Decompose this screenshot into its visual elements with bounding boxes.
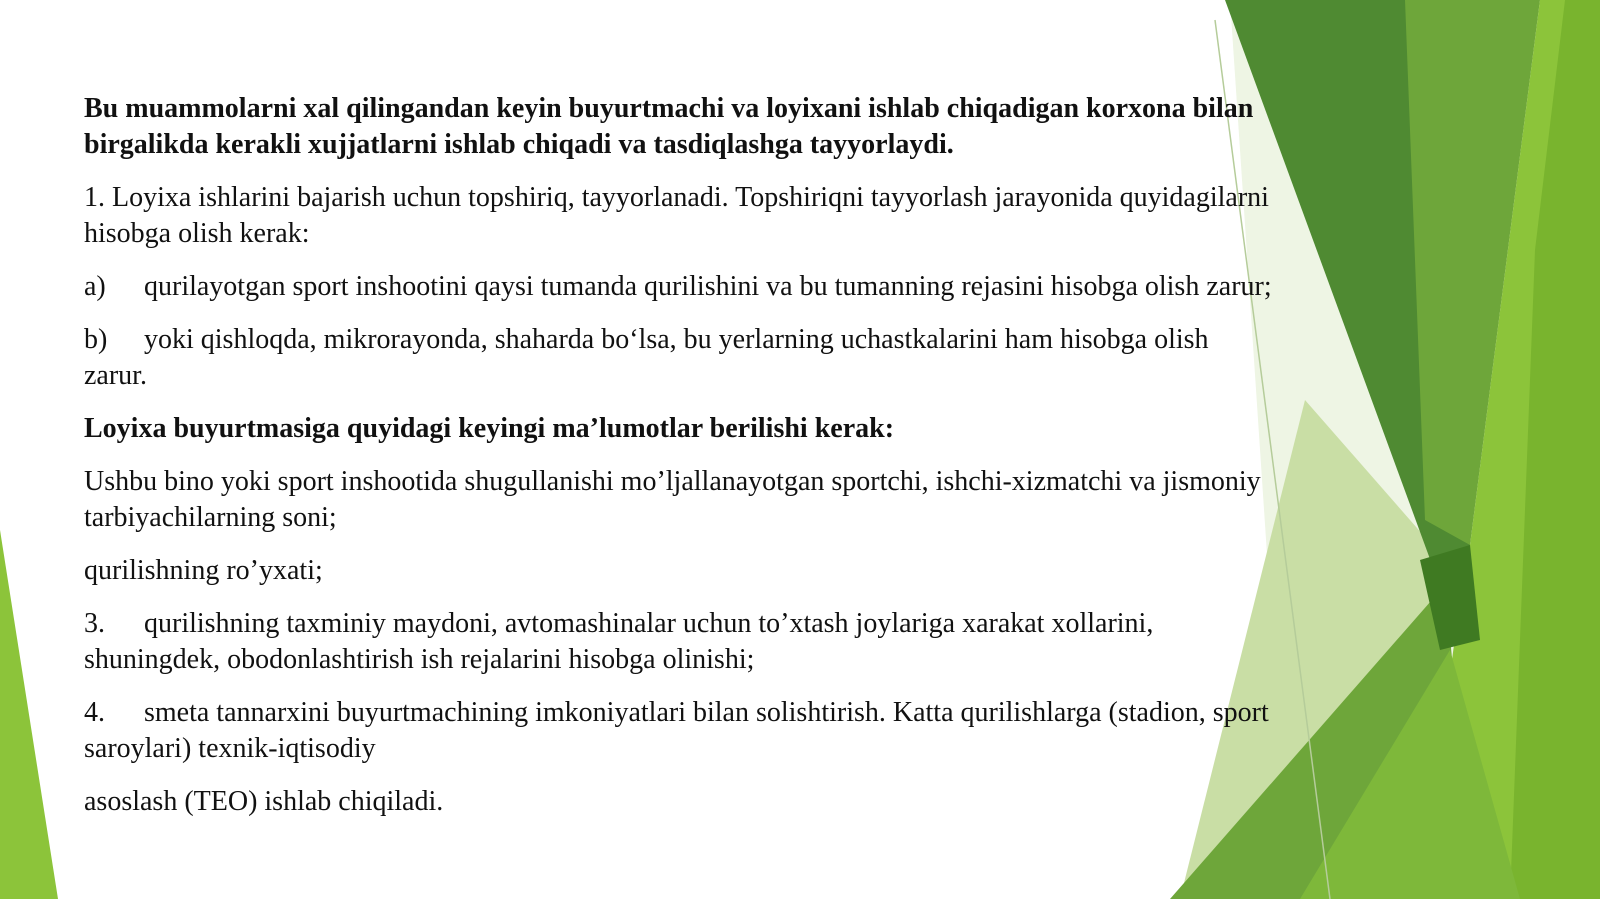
list-marker: a) <box>84 271 106 302</box>
list-marker: 3. <box>84 608 105 639</box>
intro-paragraph: Bu muammolarni xal qilingandan keyin buyurtmachi va loyixani ishlab chiqadigan korxona bilan birgalikda kerakli xujjatlarni ishlab chiqadi va tasdiqlashga tayyorlaydi. <box>84 93 1254 160</box>
slide-text-body <box>84 91 1274 837</box>
list-item-text: smeta tannarxini buyurtmachining imkoniyatlari bilan solishtirish. Katta qurilishlarga (stadion, sport saroylari) texnik-iqtisodiy <box>84 697 1269 764</box>
list-marker: 4. <box>84 697 105 728</box>
list-item-text: qurilishning taxminiy maydoni, avtomashinalar uchun to’xtash joylariga xarakat xollarini, shuningdek, obodonlashtirish ish rejalarini hisobga olinishi; <box>84 608 1154 675</box>
list-item-a <box>84 269 1274 305</box>
athletes-count-paragraph: Ushbu bino yoki sport inshootida shugullanishi mo’ljallanayotgan sportchi, ishchi-xizmatchi va jismoniy tarbiyachilarning soni; <box>84 466 1261 533</box>
construction-list-paragraph: qurilishning ro’yxati; <box>84 555 323 586</box>
teo-paragraph: asoslash (TEO) ishlab chiqiladi. <box>84 786 444 817</box>
left-green-sliver <box>0 530 58 899</box>
list-item-3 <box>84 606 1274 678</box>
task-paragraph: 1. Loyixa ishlarini bajarish uchun topshiriq, tayyorlanadi. Topshiriqni tayyorlash jarayonida quyidagilarni hisobga olish kerak: <box>84 182 1269 249</box>
section-heading: Loyixa buyurtmasiga quyidagi keyingi ma’lumotlar berilishi kerak: <box>84 413 895 444</box>
list-item-b <box>84 322 1274 394</box>
list-marker: b) <box>84 324 108 355</box>
list-item-text: yoki qishloqda, mikrorayonda, shaharda bo‘lsa, bu yerlarning uchastkalarini ham hisobga olish zarur. <box>84 324 1209 391</box>
list-item-4 <box>84 695 1274 767</box>
list-item-text: qurilayotgan sport inshootini qaysi tumanda qurilishini va bu tumanning rejasini hisobga olish zarur; <box>144 271 1272 302</box>
